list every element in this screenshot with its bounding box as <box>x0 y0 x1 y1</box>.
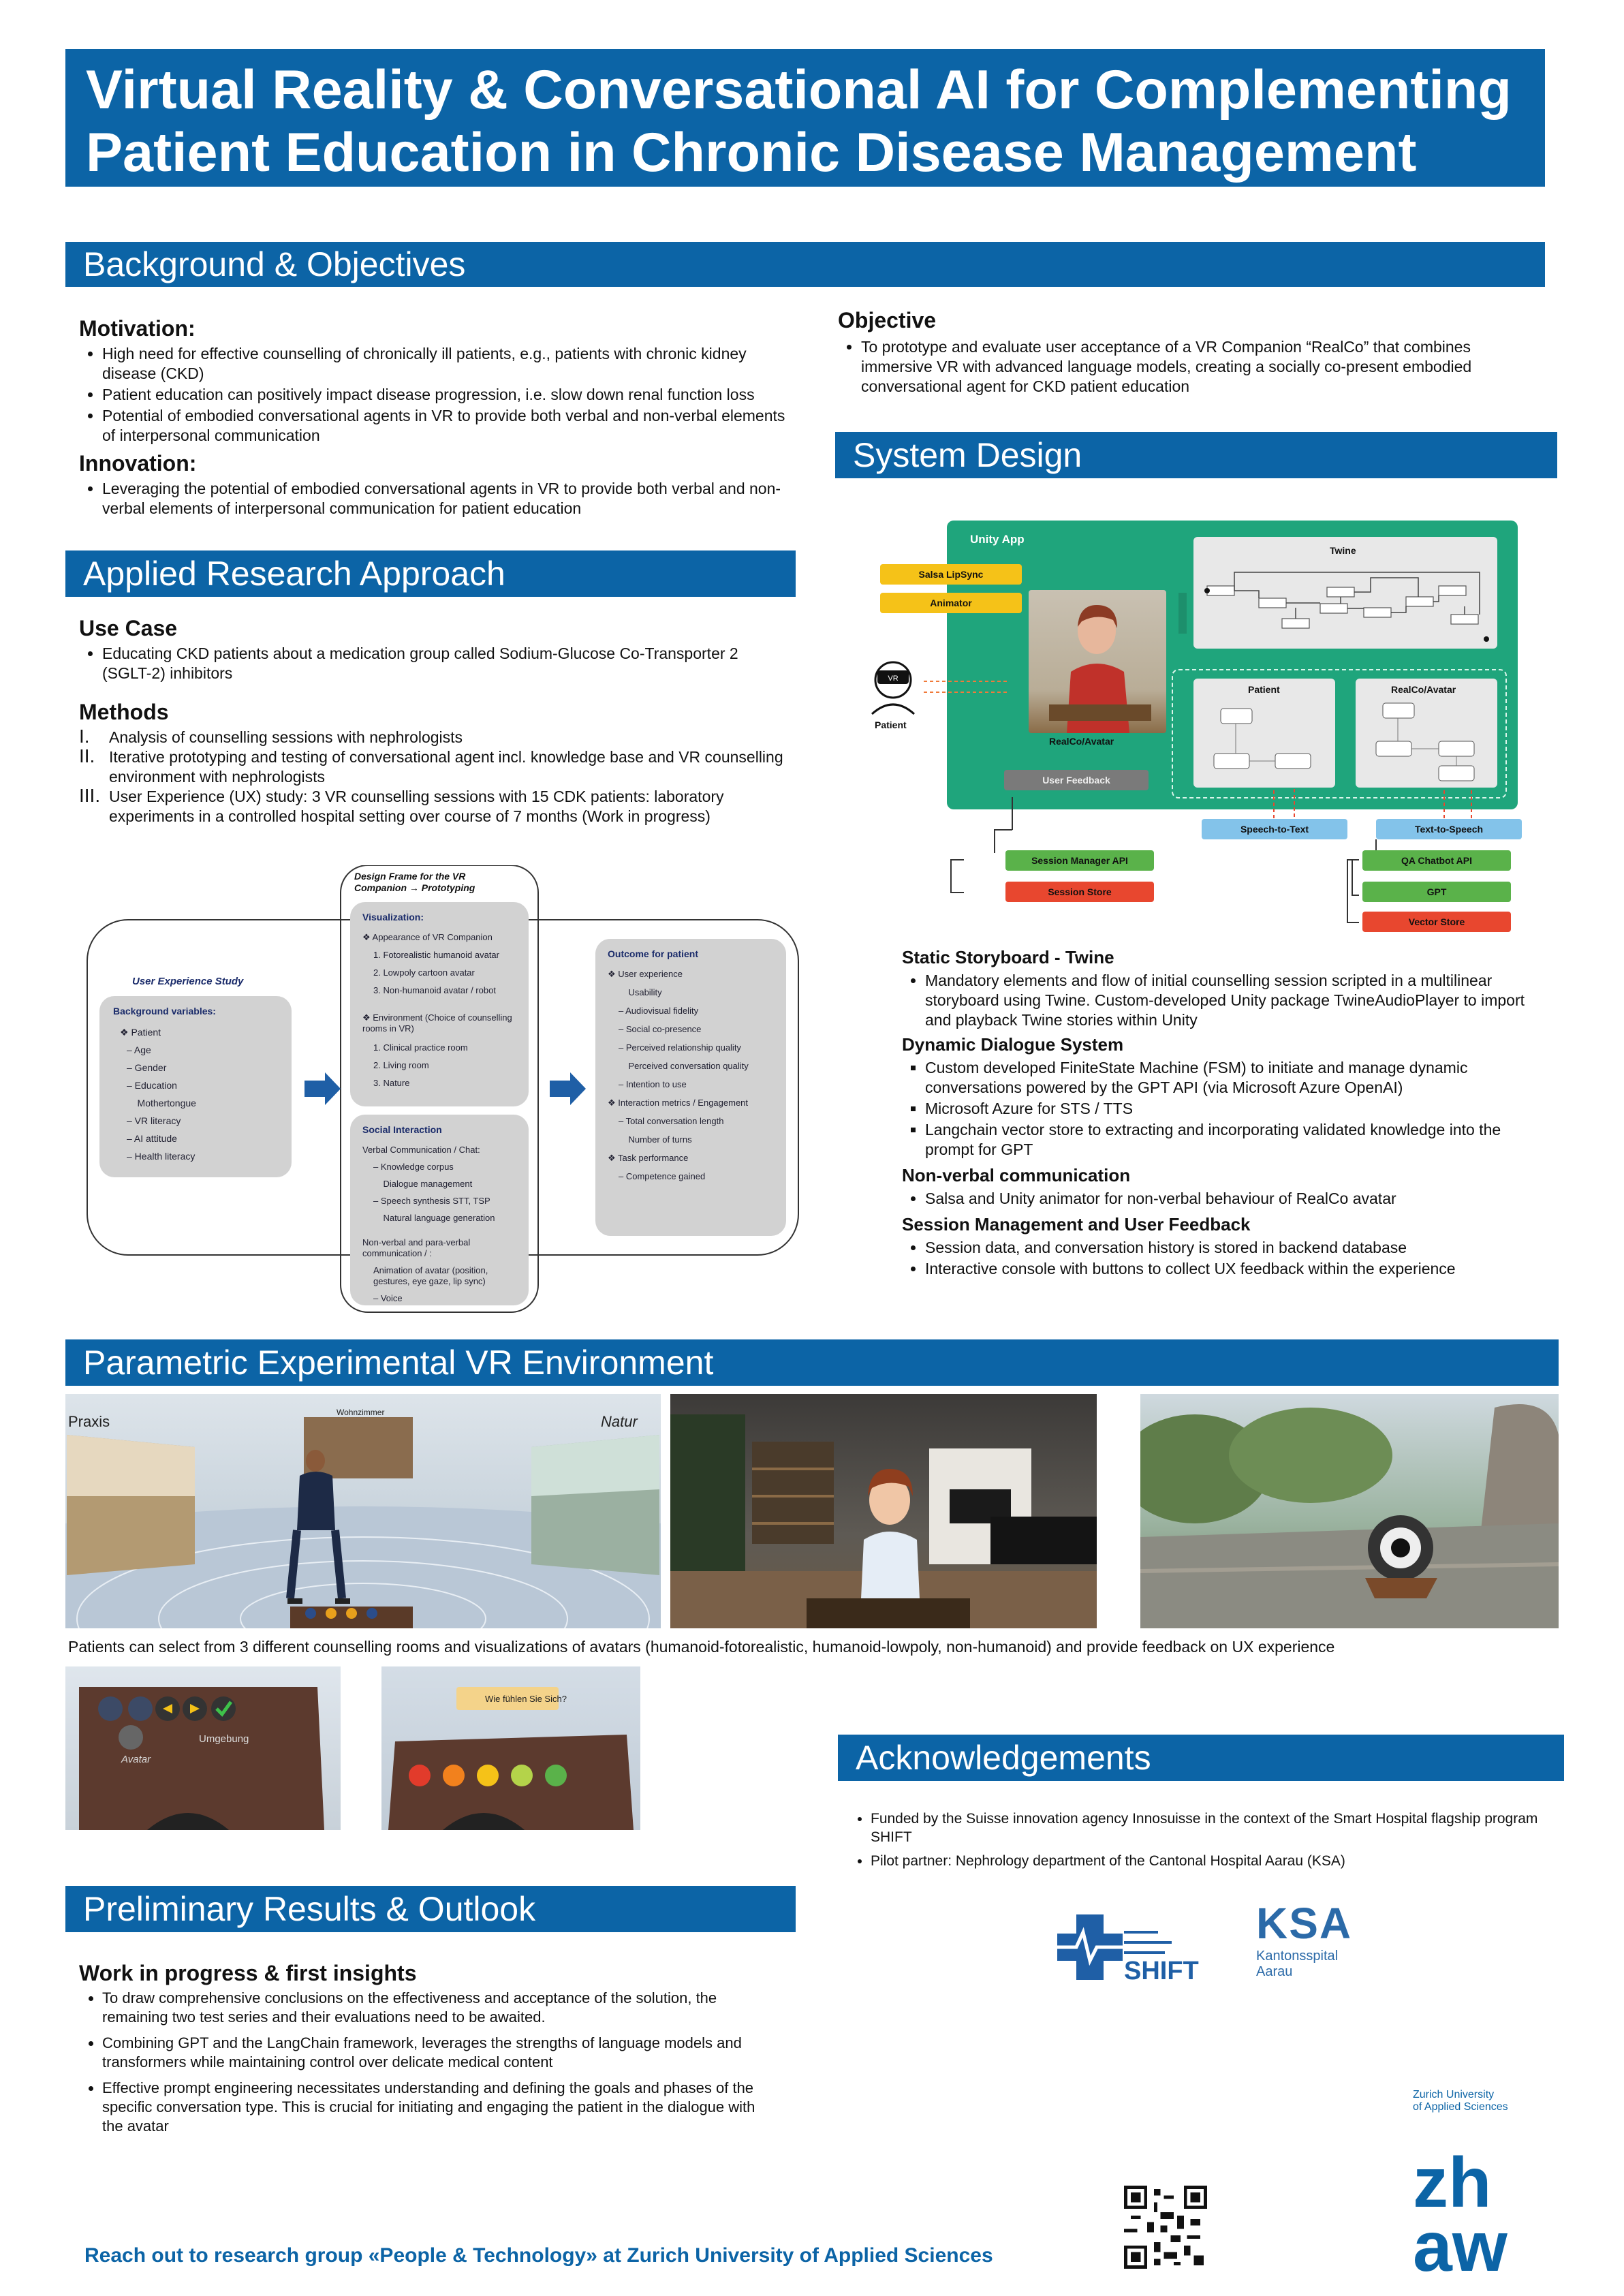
box-title: Outcome for patient <box>608 948 699 959</box>
list-item: • Interactive console with buttons to collect UX feedback within the experience <box>925 1259 1542 1279</box>
box-item: Natural language generation <box>373 1213 495 1223</box>
box-item: 3. Non-humanoid avatar / robot <box>373 985 496 995</box>
results-block <box>79 1961 760 2137</box>
section-title: Applied Research Approach <box>83 555 505 593</box>
box-item: 3. Nature <box>373 1078 410 1088</box>
method-item: III. User Experience (UX) study: 3 VR counselling sessions with 15 CDK patients: laboratory experiments in a controlled hospital setting over course of 7 months (Work in progress) <box>79 785 724 825</box>
list-item: ▪ Microsoft Azure for STS / TTS <box>925 1099 1542 1119</box>
session-manager-api-box: Session Manager API <box>1005 850 1154 871</box>
title-banner <box>65 49 1545 187</box>
qr-code-icon[interactable] <box>1124 2186 1207 2269</box>
box-item: 1. Fotorealistic humanoid avatar <box>373 950 499 960</box>
session-store-box: Session Store <box>1005 882 1154 902</box>
fsm-realco-panel <box>1356 679 1497 788</box>
fsm-patient-graph <box>1193 679 1335 788</box>
box-item: – VR literacy <box>127 1115 181 1126</box>
gpt-box: GPT <box>1362 882 1511 902</box>
zhaw-logo <box>1413 2089 1549 2284</box>
box-item: ❖ Task performance <box>608 1153 689 1163</box>
unity-app-label: Unity App <box>970 533 1025 546</box>
ksa-wordmark: KSA <box>1256 1899 1353 1948</box>
living-room-screenshot <box>670 1394 1097 1628</box>
method-item: I. Analysis of counselling sessions with nephrologists <box>79 726 463 747</box>
box-item: – Gender <box>127 1062 167 1073</box>
avatar-figure <box>1029 590 1166 733</box>
feedback-scene <box>381 1666 640 1830</box>
background-variables-box <box>99 996 292 1177</box>
twine-label: Twine <box>1330 545 1356 556</box>
nature-screenshot <box>1140 1394 1559 1628</box>
fsm-patient-label: Patient <box>1248 684 1280 695</box>
feedback-console-screenshot <box>381 1666 640 1830</box>
innovation-title: Innovation: <box>79 451 197 476</box>
box-item: Dialogue management <box>373 1179 473 1189</box>
room-label-praxis: Praxis <box>68 1413 110 1430</box>
box-item: Non-verbal and para-verbal communication / : <box>362 1237 471 1258</box>
text-to-speech-box: Text-to-Speech <box>1376 819 1522 839</box>
list-item: • Educating CKD patients about a medication group called Sodium-Glucose Co-Transporter 2 (SGLT-2) inhibitors <box>102 644 787 683</box>
social-interaction-box <box>350 1115 529 1305</box>
nature-scene <box>1140 1394 1559 1628</box>
system-description <box>902 947 1542 1280</box>
box-item: Usability <box>619 987 662 997</box>
scripted-label <box>1178 593 1187 634</box>
list-item: • Pilot partner: Nephrology department of the Cantonal Hospital Aarau (KSA) <box>871 1852 1538 1870</box>
list-item: • Salsa and Unity animator for non-verbal behaviour of RealCo avatar <box>925 1189 1542 1209</box>
session-title: Session Management and User Feedback <box>902 1214 1251 1235</box>
box-title: Social Interaction <box>362 1124 442 1135</box>
nonverbal-title: Non-verbal communication <box>902 1165 1131 1185</box>
objective-title: Objective <box>838 308 937 332</box>
list-item: • To draw comprehensive conclusions on the effectiveness and acceptance of the solution, the remaining two test series and their evaluations need to be awaited. <box>102 1989 760 2027</box>
box-item: ❖ Interaction metrics / Engagement <box>608 1098 749 1108</box>
box-title: Background variables: <box>113 1006 216 1017</box>
poster-title-line1: Virtual Reality & Conversational AI for Complementing <box>86 59 1512 121</box>
box-item: – AI attitude <box>127 1133 177 1144</box>
box-item: Animation of avatar (position, gestures, eye gaze, lip sync) <box>373 1265 488 1286</box>
box-item: Verbal Communication / Chat: <box>362 1145 480 1155</box>
box-item: ❖ User experience <box>608 969 683 979</box>
use-case-block <box>79 616 787 826</box>
fsm-realco-label: RealCo/Avatar <box>1391 684 1456 695</box>
section-title: Background & Objectives <box>83 245 466 283</box>
box-item: – Knowledge corpus <box>373 1162 454 1172</box>
list-item: • Effective prompt engineering necessitates understanding and defining the goals and phases of the specific conversation type. This is crucial for initiating and engaging the patient in the dialogue with the avatar <box>102 2079 760 2136</box>
realco-avatar-screenshot <box>1029 590 1166 733</box>
section-header-background <box>65 242 1545 287</box>
qa-chatbot-api-box: QA Chatbot API <box>1362 850 1511 871</box>
section-header-parametric <box>65 1339 1559 1386</box>
list-item: • Funded by the Suisse innovation agency Innosuisse in the context of the Smart Hospital flagship program SHIFT <box>871 1810 1538 1846</box>
box-item: – Age <box>127 1044 151 1055</box>
list-item: • To prototype and evaluate user acceptance of a VR Companion “RealCo” that combines immersive VR with advanced language models, creating a socially co-present embodied conversational agent for CKD patient education <box>861 337 1519 397</box>
box-item: – Social co-presence <box>619 1024 702 1034</box>
list-item: • High need for effective counselling of chronically ill patients, e.g., patients with chronic kidney disease (CKD) <box>102 344 801 384</box>
dialogue-title: Dynamic Dialogue System <box>902 1034 1124 1055</box>
console-env-label: Umgebung <box>199 1733 249 1745</box>
parametric-caption: Patients can select from 3 different counselling rooms and visualizations of avatars (humanoid-fotorealistic, humanoid-lowpoly, non-humanoid) and provide feedback on UX experience <box>68 1638 1335 1656</box>
section-header-applied <box>65 550 796 597</box>
animator-box: Animator <box>880 593 1022 613</box>
box-item: – Education <box>127 1080 177 1091</box>
section-header-ack <box>838 1735 1564 1781</box>
footer-contact: Reach out to research group «People & Technology» at Zurich University of Applied Sciences <box>84 2244 993 2267</box>
visualization-box <box>350 902 529 1106</box>
box-item: Number of turns <box>619 1134 692 1145</box>
fsm-patient-panel <box>1193 679 1335 788</box>
twine-panel <box>1193 537 1497 649</box>
patient-arrows <box>924 674 1019 702</box>
system-diagram <box>858 518 1526 940</box>
results-subtitle: Work in progress & first insights <box>79 1961 417 1985</box>
avatar-caption: RealCo/Avatar <box>1049 736 1114 747</box>
outcome-box <box>595 939 786 1236</box>
zhaw-line1: Zurich University <box>1413 2089 1495 2100</box>
vr-headset-icon <box>862 654 924 715</box>
list-item: • Leveraging the potential of embodied conversational agents in VR to provide both verbal and non-verbal elements of interpersonal communication for patient education <box>102 479 801 518</box>
box-item: – Competence gained <box>619 1171 706 1181</box>
box-item: 2. Lowpoly cartoon avatar <box>373 967 475 978</box>
user-feedback-box: User Feedback <box>1004 770 1149 790</box>
box-item: 2. Living room <box>373 1060 429 1070</box>
speech-to-text-box: Speech-to-Text <box>1202 819 1347 839</box>
ack-list <box>847 1810 1538 1872</box>
room-label-natur: Natur <box>601 1413 638 1430</box>
list-item: ▪ Custom developed FiniteState Machine (FSM) to initiate and manage dynamic conversations powered by the GPT API (via Microsoft Azure OpenAI) <box>925 1058 1542 1098</box>
box-item: – Intention to use <box>619 1079 687 1089</box>
list-item: ▪ Langchain vector store to extracting and incorporating validated knowledge into the prompt for GPT <box>925 1120 1542 1160</box>
motivation-title: Motivation: <box>79 316 196 341</box>
feedback-prompt: Wie fühlen Sie Sich? <box>485 1694 567 1704</box>
list-item: • Mandatory elements and flow of initial counselling session scripted in a multilinear storyboard using Twine. Custom-developed Unity package TwineAudioPlayer to import and playback Twine stories within Unity <box>925 971 1542 1030</box>
living-room-scene <box>670 1394 1097 1628</box>
method-item: II. Iterative prototyping and testing of conversational agent incl. knowledge base and VR counselling environment with nephrologists <box>79 745 783 786</box>
zhaw-mark-2: aw <box>1413 2207 1508 2286</box>
room-selection-scene <box>65 1394 661 1628</box>
box-item: Perceived conversation quality <box>619 1061 749 1071</box>
svg-text:VR: VR <box>888 674 899 683</box>
ksa-sub2: Aarau <box>1256 1964 1293 1979</box>
box-item: ❖ Appearance of VR Companion <box>362 932 493 942</box>
storyboard-title: Static Storyboard - Twine <box>902 947 1114 967</box>
section-title: Parametric Experimental VR Environment <box>83 1344 714 1382</box>
room-selection-screenshot <box>65 1394 661 1628</box>
twine-graph <box>1193 537 1497 649</box>
room-label-wohnzimmer: Wohnzimmer <box>337 1408 385 1417</box>
methods-title: Methods <box>79 700 169 724</box>
ksa-sub1: Kantonsspital <box>1256 1949 1339 1964</box>
box-item: – Voice <box>373 1293 403 1303</box>
list-item: • Patient education can positively impact disease progression, i.e. slow down renal function loss <box>102 385 801 405</box>
ux-study-title: User Experience Study <box>132 976 244 987</box>
section-header-results <box>65 1886 796 1932</box>
vector-store-box: Vector Store <box>1362 912 1511 932</box>
avatar-console-screenshot <box>65 1666 341 1830</box>
console-scene <box>65 1666 341 1830</box>
section-title: System Design <box>853 436 1082 474</box>
box-item: ❖ Patient <box>120 1027 161 1038</box>
zhaw-line2: of Applied Sciences <box>1413 2101 1508 2113</box>
box-item: – Audiovisual fidelity <box>619 1006 699 1016</box>
ksa-logo <box>1256 1898 1392 1987</box>
shift-wordmark: SHIFT <box>1124 1957 1199 1985</box>
section-title: Acknowledgements <box>856 1739 1151 1777</box>
objective-block <box>838 308 1519 398</box>
shift-logo <box>1049 1912 1213 1987</box>
research-framework-diagram <box>83 865 802 1315</box>
motivation-block <box>79 316 801 520</box>
fsm-realco-graph <box>1356 679 1497 788</box>
list-item: • Session data, and conversation history is stored in backend database <box>925 1238 1542 1258</box>
use-case-title: Use Case <box>79 616 178 640</box>
box-item: 1. Clinical practice room <box>373 1042 468 1053</box>
section-title: Preliminary Results & Outlook <box>83 1890 536 1928</box>
patient-label: Patient <box>875 719 907 730</box>
salsa-lipsync-box: Salsa LipSync <box>880 564 1022 585</box>
console-avatar-label: Avatar <box>121 1754 151 1765</box>
box-item: – Perceived relationship quality <box>619 1042 741 1053</box>
list-item: • Potential of embodied conversational agents in VR to provide both verbal and non-verbal elements of interpersonal communication <box>102 406 801 446</box>
section-header-system <box>835 432 1557 478</box>
box-item: – Speech synthesis STT, TSP <box>373 1196 490 1206</box>
list-item: • Combining GPT and the LangChain framework, leverages the strengths of language models and transformers while maintaining control over delicate medical content <box>102 2034 760 2072</box>
box-item: – Total conversation length <box>619 1116 724 1126</box>
zhaw-mark-1: zh <box>1413 2143 1492 2222</box>
box-title: Visualization: <box>362 912 424 922</box>
poster-title-line2: Patient Education in Chronic Disease Management <box>86 122 1417 183</box>
box-item: – Health literacy <box>127 1151 196 1162</box>
box-item: Mothertongue <box>127 1098 196 1108</box>
design-frame-title: Design Frame for the VR Companion → Prototyping <box>354 871 475 893</box>
box-item: ❖ Environment (Choice of counselling rooms in VR) <box>362 1012 512 1034</box>
